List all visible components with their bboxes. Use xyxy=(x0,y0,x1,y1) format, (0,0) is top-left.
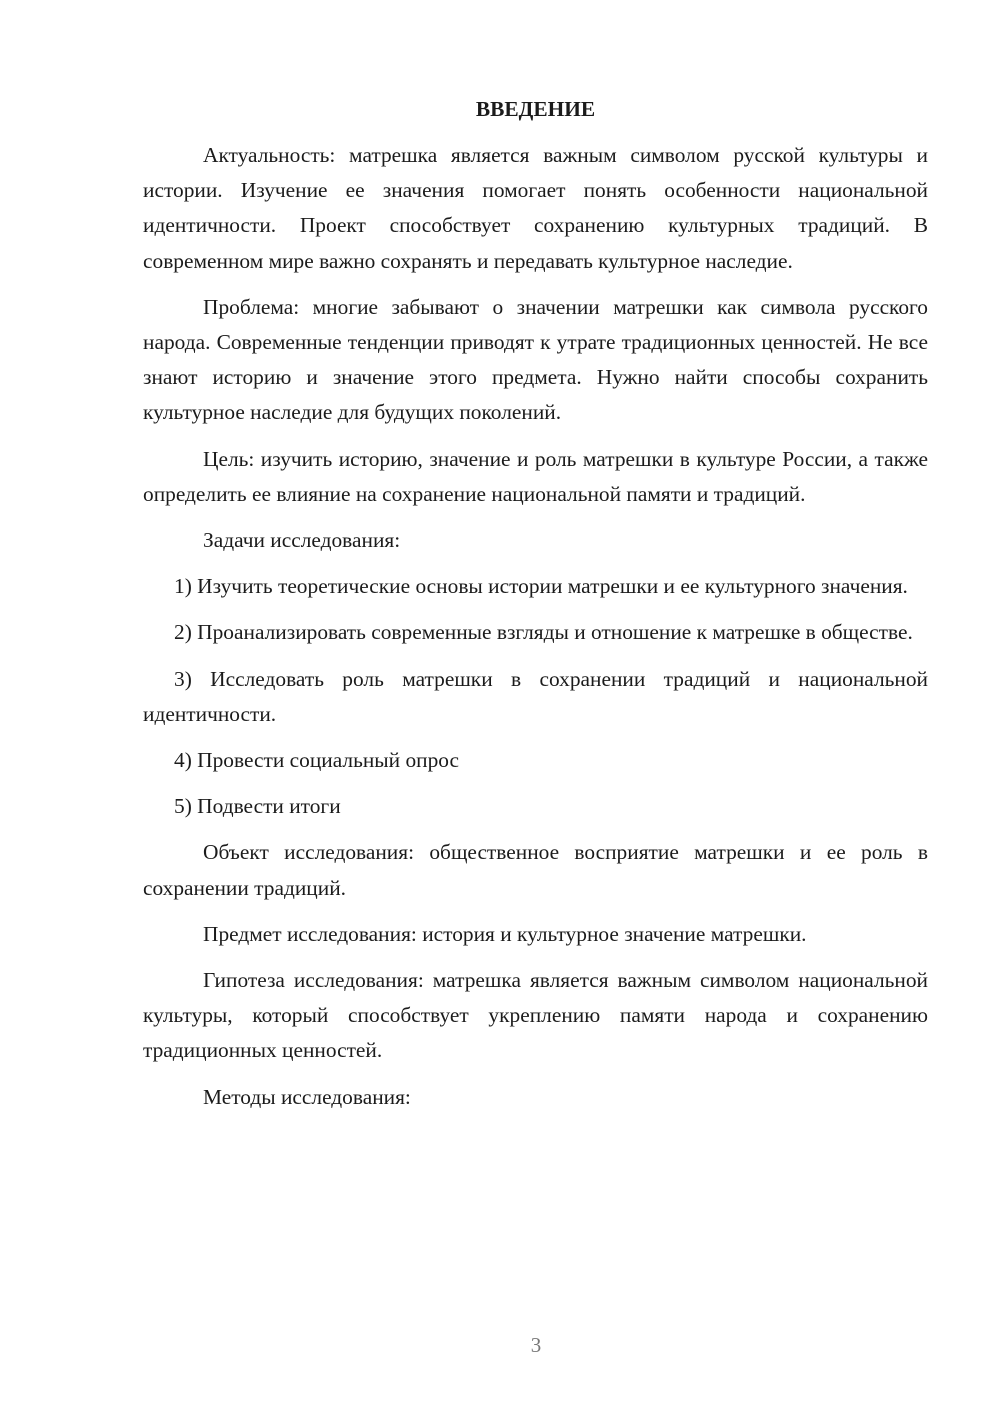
hypothesis-paragraph: Гипотеза исследования: матрешка является важным символом национальной культуры, который способствует укреплению памяти народа и сохранению традиционных ценностей. xyxy=(143,968,928,1063)
methods-heading: Методы исследования: xyxy=(203,1084,411,1109)
problem-paragraph: Проблема: многие забывают о значении матрешки как символа русского народа. Современные тенденции приводят к утрате традиционных ценностей. Не все знают историю и значение этого предмета. Нужно найти способы сохранить культурное наследие для будущих поколений. xyxy=(143,294,928,425)
task-item: 3) Исследовать роль матрешки в сохранении традиций и национальной идентичности. xyxy=(143,666,928,726)
task-item: 4) Провести социальный опрос xyxy=(174,748,460,773)
document-page xyxy=(143,92,928,1126)
tasks-heading: Задачи исследования: xyxy=(203,528,401,553)
page-number: 3 xyxy=(530,1333,542,1357)
task-item: 5) Подвести итоги xyxy=(174,794,341,819)
section-title: ВВЕДЕНИЕ xyxy=(475,97,596,121)
object-paragraph: Объект исследования: общественное восприятие матрешки и ее роль в сохранении традиций. xyxy=(143,840,928,900)
subject-paragraph: Предмет исследования: история и культурное значение матрешки. xyxy=(203,921,807,946)
relevance-paragraph: Актуальность: матрешка является важным символом русской культуры и истории. Изучение ее значения помогает понять особенности национальной идентичности. Проект способствует сохранению культурных традиций. В современном мире важно сохранять и передавать культурное наследие. xyxy=(143,143,928,273)
goal-paragraph: Цель: изучить историю, значение и роль матрешки в культуре России, а также определить ее влияние на сохранение национальной памяти и традиций. xyxy=(143,446,928,506)
task-item: 2) Проанализировать современные взгляды и отношение к матрешке в обществе. xyxy=(174,620,913,645)
task-item: 1) Изучить теоретические основы истории матрешки и ее культурного значения. xyxy=(174,574,908,599)
